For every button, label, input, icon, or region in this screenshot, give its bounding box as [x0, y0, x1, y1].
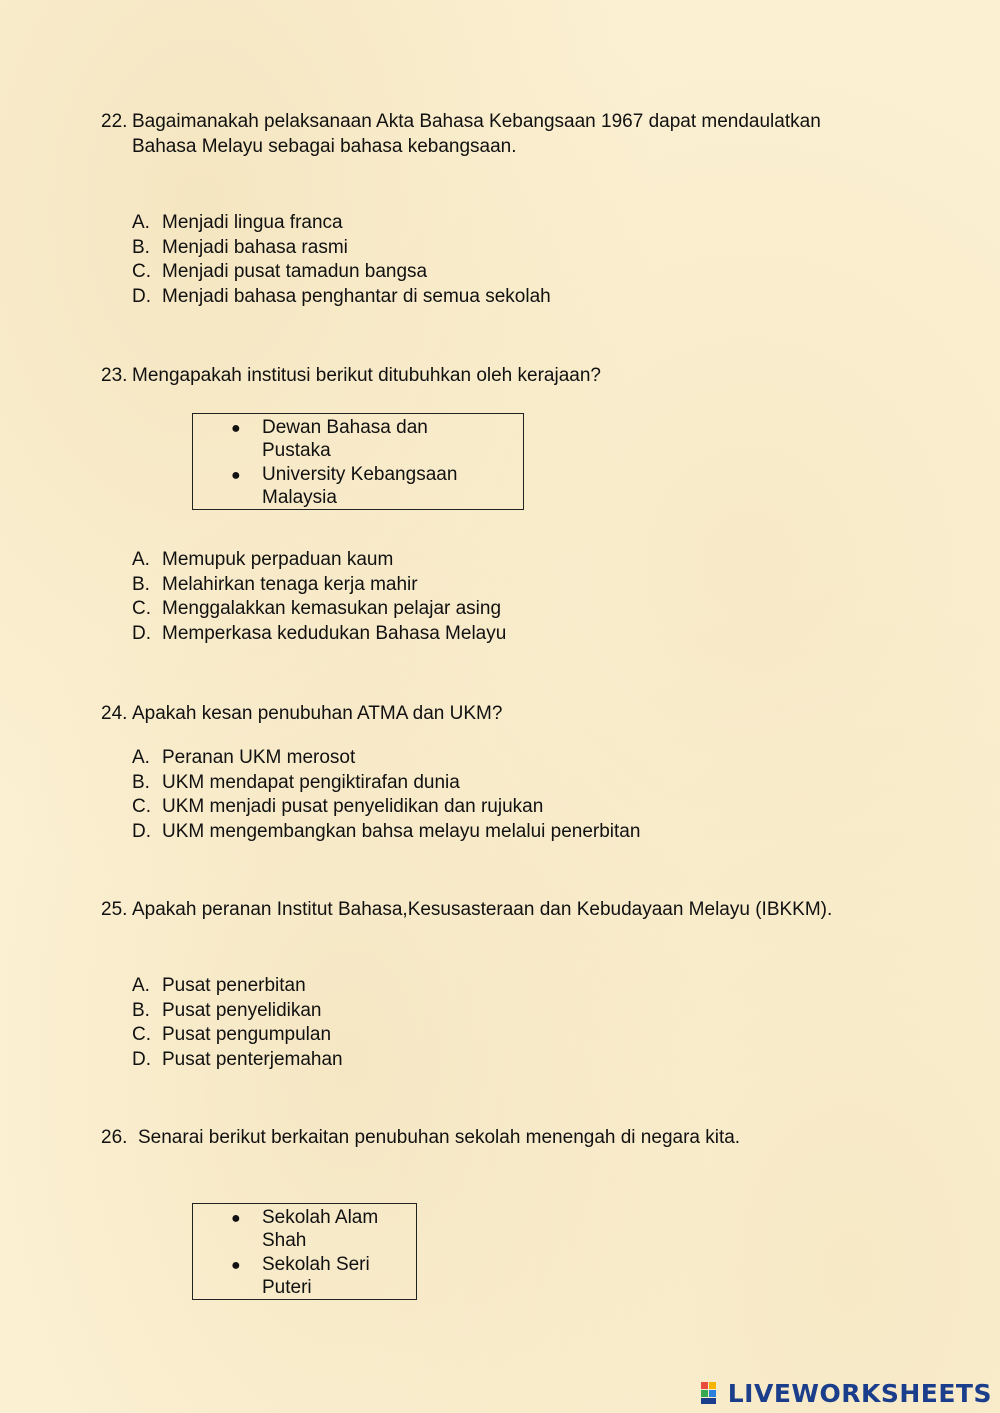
option-label: A.: [132, 975, 150, 996]
question-23-options: [132, 548, 506, 647]
option-text: UKM menjadi pusat penyelidikan dan rujukan: [162, 796, 544, 818]
question-25-number: 25.: [101, 899, 128, 920]
option-text: Pusat penyelidikan: [162, 999, 322, 1021]
option-label: B.: [132, 573, 150, 595]
box-item-2-line1: University Kebangsaan: [262, 464, 458, 485]
option-24-d[interactable]: [132, 820, 640, 845]
option-label: A.: [132, 212, 150, 233]
option-text: Pusat pengumpulan: [162, 1024, 332, 1046]
bullet-icon: ●: [231, 1257, 241, 1274]
bullet-icon: ●: [231, 420, 241, 437]
question-24-number: 24.: [101, 703, 128, 724]
option-25-a[interactable]: [132, 974, 343, 999]
option-25-d[interactable]: [132, 1048, 343, 1073]
bullet-icon: ●: [231, 1210, 241, 1227]
option-25-b[interactable]: [132, 999, 343, 1024]
question-23-text: Mengapakah institusi berikut ditubuhkan oleh kerajaan?: [132, 365, 601, 386]
question-24-options: [132, 746, 640, 845]
option-label: C.: [132, 796, 151, 818]
option-23-b[interactable]: [132, 573, 506, 598]
option-23-c[interactable]: [132, 597, 506, 622]
option-text: Peranan UKM merosot: [162, 747, 356, 768]
question-22-text-line1: Bagaimanakah pelaksanaan Akta Bahasa Kebangsaan 1967 dapat mendaulatkan: [132, 111, 821, 132]
option-label: A.: [132, 747, 150, 768]
box-item-1-line1: Sekolah Alam: [262, 1207, 379, 1228]
option-text: Menjadi bahasa penghantar di semua sekolah: [162, 286, 551, 308]
option-24-a[interactable]: [132, 746, 640, 771]
option-text: Menjadi bahasa rasmi: [162, 236, 348, 258]
box-item-2-line2: Malaysia: [262, 487, 337, 508]
option-label: D.: [132, 623, 151, 645]
option-22-a[interactable]: [132, 211, 551, 236]
box-item-1-line2: Pustaka: [262, 440, 331, 461]
question-22-text-line2: Bahasa Melayu sebagai bahasa kebangsaan.: [132, 136, 517, 157]
question-25-text: Apakah peranan Institut Bahasa,Kesusasteraan dan Kebudayaan Melayu (IBKKM).: [132, 899, 833, 920]
option-22-d[interactable]: [132, 285, 551, 310]
option-label: C.: [132, 598, 151, 620]
option-24-c[interactable]: [132, 795, 640, 820]
question-23-info-box: [192, 413, 524, 510]
option-label: C.: [132, 1024, 151, 1046]
option-text: Pusat penerbitan: [162, 975, 306, 996]
option-text: Melahirkan tenaga kerja mahir: [162, 573, 418, 595]
question-24-text: Apakah kesan penubuhan ATMA dan UKM?: [132, 703, 503, 724]
option-text: Memupuk perpaduan kaum: [162, 549, 394, 570]
option-label: D.: [132, 821, 151, 843]
option-text: UKM mengembangkan bahsa melayu melalui penerbitan: [162, 821, 641, 843]
question-26-number: 26.: [101, 1127, 128, 1148]
option-22-c[interactable]: [132, 260, 551, 285]
bullet-icon: ●: [231, 467, 241, 484]
question-26-info-box: [192, 1203, 417, 1300]
option-22-b[interactable]: [132, 236, 551, 261]
option-25-c[interactable]: [132, 1023, 343, 1048]
option-text: Menggalakkan kemasukan pelajar asing: [162, 598, 502, 620]
option-label: B.: [132, 771, 150, 793]
option-24-b[interactable]: [132, 771, 640, 796]
option-label: D.: [132, 286, 151, 308]
option-label: A.: [132, 549, 150, 570]
box-item-1-line1: Dewan Bahasa dan: [262, 417, 428, 438]
liveworksheets-branding[interactable]: [700, 1376, 992, 1410]
option-text: Menjadi lingua franca: [162, 212, 343, 233]
option-text: Pusat penterjemahan: [162, 1049, 343, 1071]
question-22-options: [132, 211, 551, 310]
option-label: B.: [132, 999, 150, 1021]
question-22-number: 22.: [101, 111, 128, 132]
brand-name: LIVEWORKSHEETS: [727, 1378, 992, 1408]
option-label: D.: [132, 1049, 151, 1071]
question-26-text: Senarai berikut berkaitan penubuhan sekolah menengah di negara kita.: [138, 1127, 741, 1148]
option-23-a[interactable]: [132, 548, 506, 573]
option-text: UKM mendapat pengiktirafan dunia: [162, 771, 460, 793]
option-text: Memperkasa kedudukan Bahasa Melayu: [162, 623, 507, 645]
box-item-2-line1: Sekolah Seri: [262, 1254, 370, 1275]
option-label: C.: [132, 261, 151, 283]
question-23-number: 23.: [101, 365, 128, 386]
question-25-options: [132, 974, 343, 1073]
option-text: Menjadi pusat tamadun bangsa: [162, 261, 428, 283]
option-label: B.: [132, 236, 150, 258]
box-item-2-line2: Puteri: [262, 1277, 312, 1298]
box-item-1-line2: Shah: [262, 1230, 307, 1251]
option-23-d[interactable]: [132, 622, 506, 647]
liveworksheets-logo-icon: [700, 1380, 726, 1406]
